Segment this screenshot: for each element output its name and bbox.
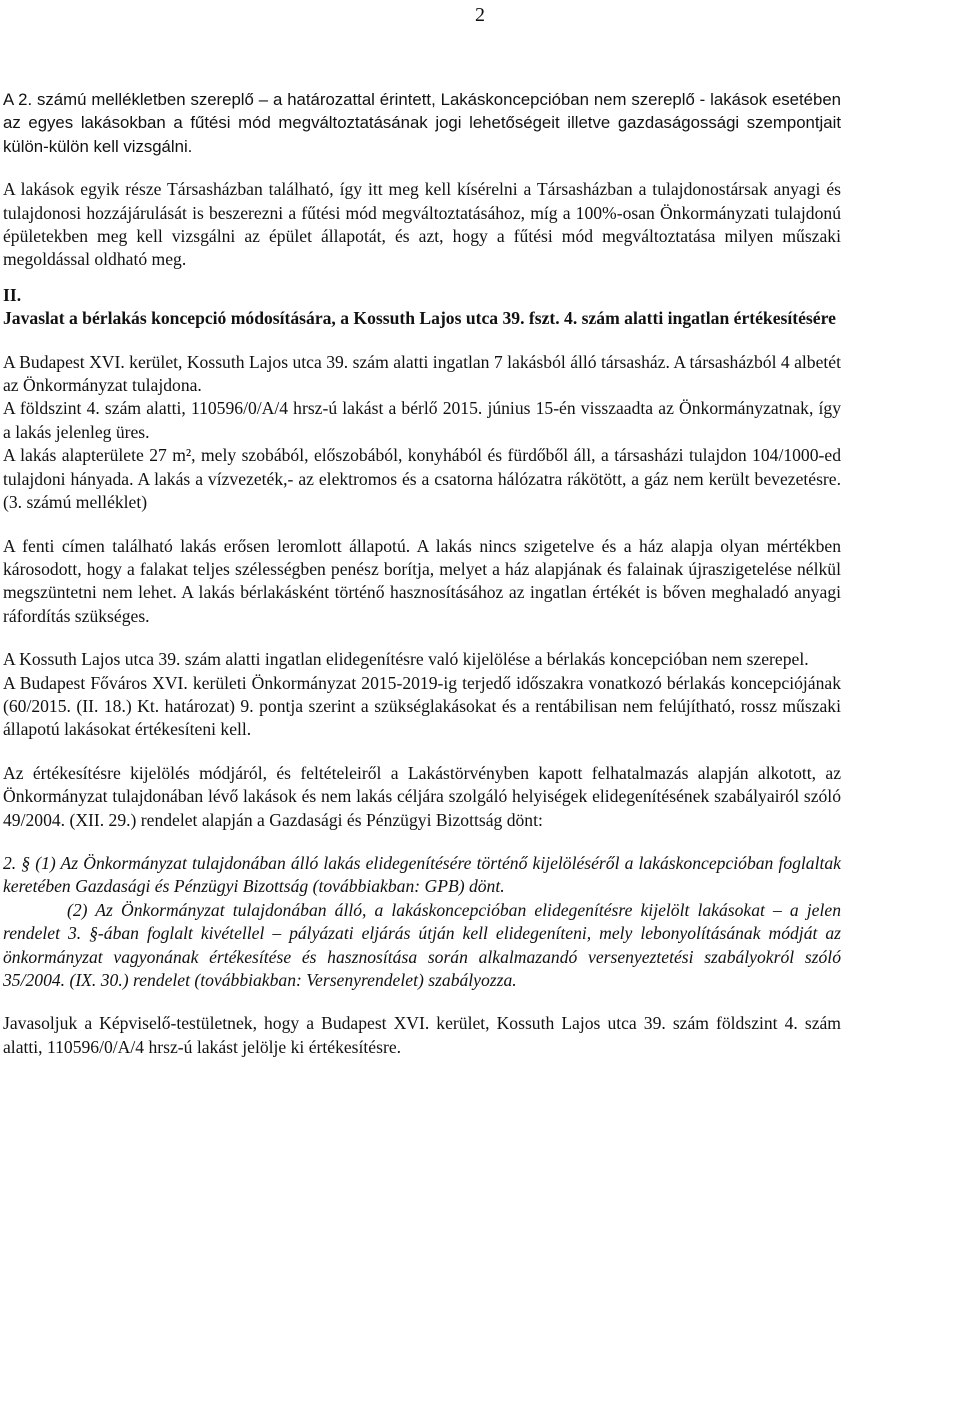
- document-body: [3, 88, 841, 1059]
- paragraph-apartment-size: A lakás alapterülete 27 m², mely szobából, előszobából, konyhából és fürdőből áll, a társasházi tulajdon 104/1000-ed tulajdoni hányada. A lakás a vízvezeték,- az elektromos és a csatorna hálózatra rákötött, a gáz nem került bevezetésre. (3. számú melléklet): [3, 445, 841, 513]
- page-number: 2: [475, 4, 485, 26]
- paragraph-condition: A fenti címen található lakás erősen leromlott állapotú. A lakás nincs szigetelve és a ház alapja olyan mértékben károsodott, hogy a falakat teljes szélességben penész borítja, melyet a ház alapjának és falainak újraszigetelése nélkül megszüntetni nem lehet. A lakás bérlakásként történő hasznosításához az ingatlan értékét is bőven meghaladó anyagi ráfordítás szükséges.: [3, 535, 841, 626]
- paragraph-decree-section-1: 2. § (1) Az Önkormányzat tulajdonában álló lakás elidegenítésére történő kijelöléséről a lakáskoncepcióban foglaltak keretében Gazdasági és Pénzügyi Bizottság (továbbiakban: GPB) dönt.: [3, 852, 841, 897]
- paragraph-decree-section-2: (2) Az Önkormányzat tulajdonában álló, a lakáskoncepcióban elidegenítésre kijelölt lakásokat – a jelen rendelet 3. §-ában foglalt kivétellel – pályázati eljárás útján kell elidegeníteni, mely lebonyolításának módját az önkormányzat vagyonának értékesítése és hasznosítása során alkalmazandó versenyeztetési szabályokról szóló 35/2004. (IX. 30.) rendelet (továbbiakban: Versenyrendelet) szabályozza.: [3, 899, 841, 990]
- section-number: II.: [3, 284, 22, 305]
- paragraph-concept-resolution: A Budapest Főváros XVI. kerületi Önkormányzat 2015-2019-ig terjedő időszakra vonatkozó bérlakás koncepciójának (60/2015. (II. 18.) Kt. határozat) 9. pontja szerint a szükséglakásokat és a rentábilisan nem felújítható, rossz műszaki állapotú lakásokat értékesíteni kell.: [3, 672, 841, 740]
- paragraph-not-in-concept: A Kossuth Lajos utca 39. szám alatti ingatlan elidegenítésre való kijelölése a bérlakás koncepcióban nem szerepel.: [3, 649, 809, 670]
- paragraph-authority: Az értékesítésre kijelölés módjáról, és feltételeiről a Lakástörvényben kapott felhatalmazás alapján alkotott, az Önkormányzat tulajdonában lévő lakások és nem lakás céljára szolgáló helyiségek elidegenítésének szabályairól szóló 49/2004. (XII. 29.) rendelet alapján a Gazdasági és Pénzügyi Bizottság dönt:: [3, 762, 841, 830]
- paragraph-condominium: A lakások egyik része Társasházban található, így itt meg kell kísérelni a Társasházban a tulajdonostársak anyagi és tulajdonosi hozzájárulását is beszerezni a fűtési mód megváltoztatásához, míg a 100%-osan Önkormányzati tulajdonú épületekben meg kell vizsgálni az épület állapotát, és azt, hogy a fűtési mód megváltoztatása milyen műszaki megoldással oldható meg.: [3, 179, 841, 270]
- paragraph-heating-intro: A 2. számú mellékletben szereplő – a határozattal érintett, Lakáskoncepcióban nem szereplő - lakások esetében az egyes lakásokban a fűtési mód megváltoztatásának jogi lehetőségeit illetve gazdaságossági szempontjait külön-külön kell vizsgálni.: [3, 90, 841, 156]
- paragraph-property-description: A Budapest XVI. kerület, Kossuth Lajos utca 39. szám alatti ingatlan 7 lakásból álló társasház. A társasházból 4 albetét az Önkormányzat tulajdona.: [3, 351, 841, 396]
- paragraph-tenant-return: A földszint 4. szám alatti, 110596/0/A/4 hrsz-ú lakást a bérlő 2015. június 15-én visszaadta az Önkormányzatnak, így a lakás jelenleg üres.: [3, 398, 841, 442]
- section-title: Javaslat a bérlakás koncepció módosítására, a Kossuth Lajos utca 39. fszt. 4. szám alatti ingatlan értékesítésére: [3, 308, 836, 329]
- paragraph-proposal: Javasoljuk a Képviselő-testületnek, hogy a Budapest XVI. kerület, Kossuth Lajos utca 39. szám földszint 4. szám alatti, 110596/0/A/4 hrsz-ú lakást jelölje ki értékesítésre.: [3, 1013, 841, 1057]
